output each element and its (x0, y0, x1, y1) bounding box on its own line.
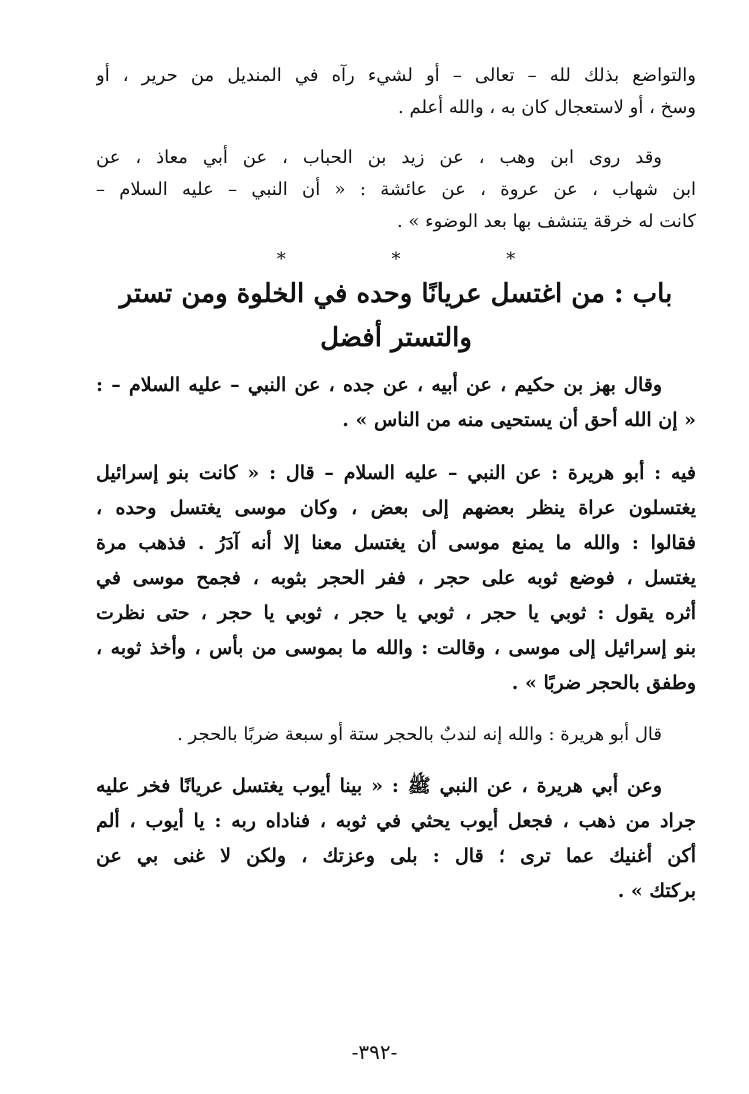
text-line: فقالوا : والله ما يمنع موسى أن يغتسل معنا إلا أنه آدَرُ . فذهب مرة (96, 532, 696, 554)
page-body (96, 60, 696, 909)
text-line: يغتسل ، فوضع ثوبه على حجر ، ففر الحجر بثوبه ، فجمح موسى في (96, 567, 696, 589)
paragraph (96, 769, 696, 909)
text-line: وقد روى ابن وهب ، عن زيد بن الحباب ، عن أبي معاذ ، عن (96, 147, 662, 168)
paragraph (96, 719, 696, 751)
text-line: يغتسلون عراة ينظر بعضهم إلى بعض ، وكان موسى يغتسل وحده ، (96, 497, 696, 519)
heading-line: والتستر أفضل (320, 323, 472, 353)
text-line: فيه : أبو هريرة : عن النبي – عليه السلام – قال : « كانت بنو إسرائيل (96, 462, 696, 484)
text-line: وقال بهز بن حكيم ، عن أبيه ، عن جده ، عن النبي – عليه السلام – : (96, 374, 662, 396)
text-line: وطفق بالحجر ضربًا » . (511, 672, 696, 694)
text-line: وعن أبي هريرة ، عن النبي ﷺ : « بينا أيوب يغتسل عريانًا فخر عليه (96, 775, 662, 797)
text-line: أثره يقول : ثوبي يا حجر ، ثوبي يا حجر ، ثوبي يا حجر ، حتى نظرت (96, 602, 696, 624)
paragraph (96, 60, 696, 124)
heading-line: باب : من اغتسل عريانًا وحده في الخلوة ومن تستر (119, 279, 673, 309)
text-line: ابن شهاب ، عن عروة ، عن عائشة : « أن النبي – عليه السلام – (96, 179, 696, 200)
text-line: والتواضع بذلك لله – تعالى – أو لشيء رآه في المنديل من حرير ، أو (96, 65, 696, 86)
paragraph (96, 456, 696, 701)
text-line: بنو إسرائيل إلى موسى ، وقالت : والله ما بموسى من بأس ، وأخذ ثوبه ، (96, 637, 696, 659)
text-line: كانت له خرقة يتنشف بها بعد الوضوء » . (396, 211, 696, 232)
page-number: -٣٩٢- (351, 1040, 398, 1064)
text-line: قال أبو هريرة : والله إنه لندبٌ بالحجر ستة أو سبعة ضربًا بالحجر . (177, 724, 662, 745)
paragraph (96, 368, 696, 438)
text-line: « إن الله أحق أن يستحيى منه من الناس » . (342, 409, 696, 431)
section-separator: * * * (276, 249, 566, 270)
text-line: أكن أغنيك عما ترى ؛ قال : بلى وعزتك ، ولكن لا غنى بي عن (96, 845, 696, 867)
section-heading (96, 272, 696, 360)
text-line: وسخ ، أو لاستعجال كان به ، والله أعلم . (398, 97, 696, 118)
paragraph (96, 142, 696, 238)
text-line: بركتك » . (617, 880, 696, 902)
text-line: جراد من ذهب ، فجعل أيوب يحثي في ثوبه ، فناداه ربه : يا أيوب ، ألم (96, 810, 696, 832)
